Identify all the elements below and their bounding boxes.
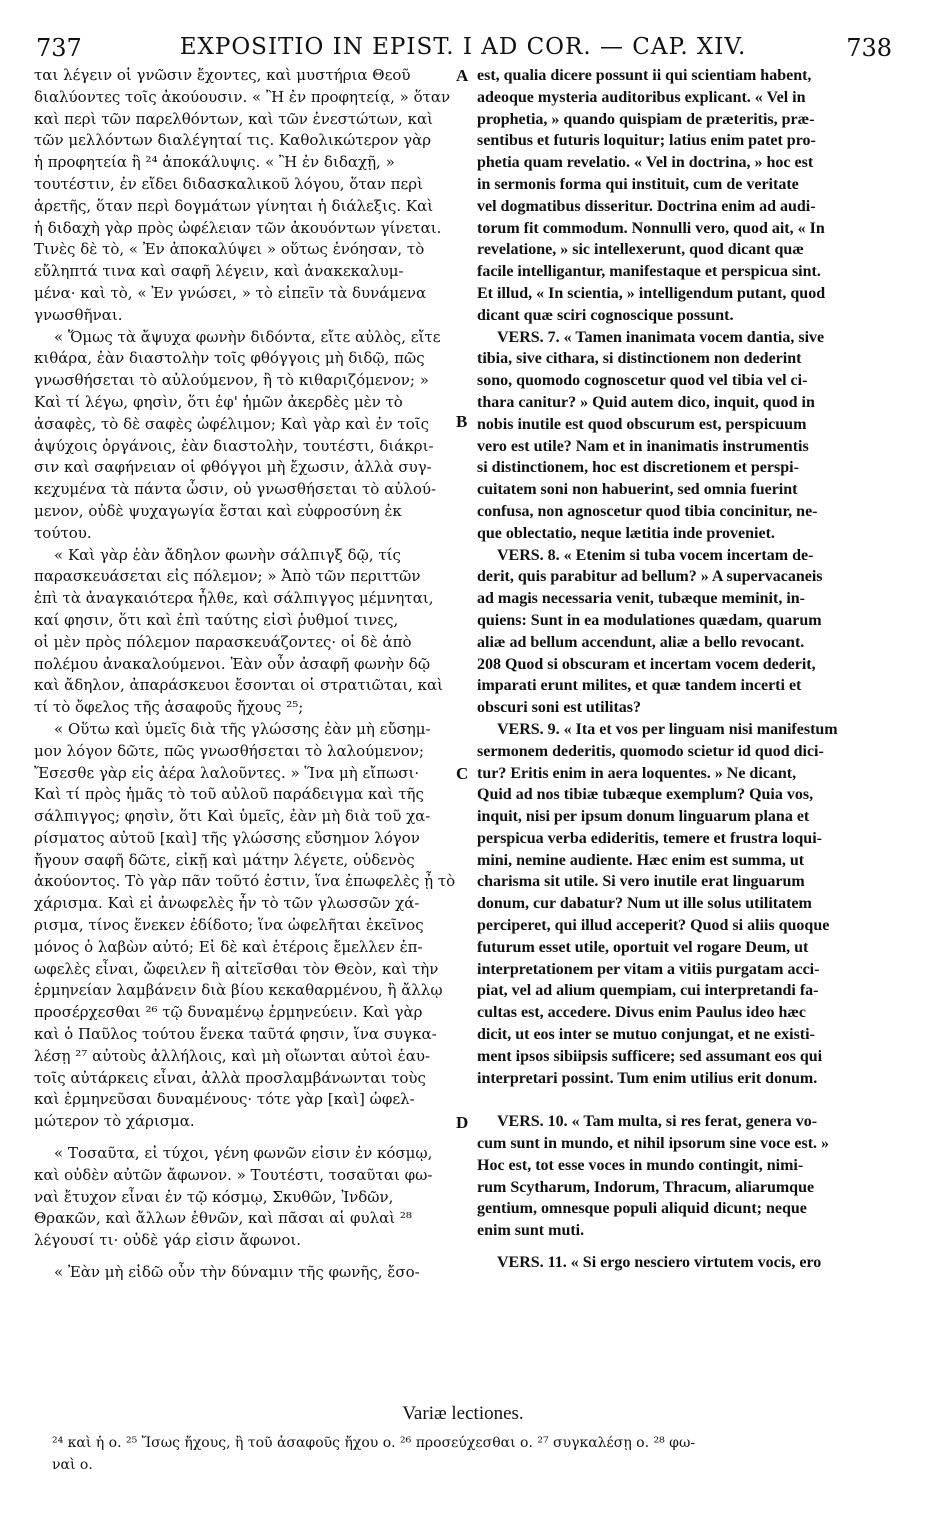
margin-letter-d: D bbox=[456, 1113, 469, 1132]
latin-line: interpretationem per vitam a vitiis purgatam acci- bbox=[477, 960, 820, 978]
greek-line: Τινὲς δὲ τὸ, « Ἐν ἀποκαλύψει » οὕτως ἐνόησαν, τὸ bbox=[34, 240, 425, 259]
greek-line: ἐπὶ τὰ ἀναγκαιότερα ἦλθε, καὶ σάλπιγγος μέμνηται, bbox=[34, 589, 434, 608]
latin-line: sermonem dederitis, quomodo scietur id quod dici- bbox=[477, 742, 824, 760]
greek-line: ἑρμηνείαν λαμβάνειν διὰ βίου κεκαθαρμένου, ἢ ἄλλῳ bbox=[34, 981, 443, 1000]
latin-line: cultas est, accedere. Divus enim Paulus ideo hæc bbox=[477, 1004, 807, 1022]
greek-line: τουτέστιν, ἐν εἴδει διδασκαλικοῦ λόγου, ὅταν περὶ bbox=[34, 174, 423, 193]
greek-line: ἀσαφὲς, τὸ δὲ σαφὲς ὠφέλιμον; Καὶ γὰρ καὶ ἐν τοῖς bbox=[34, 414, 430, 433]
greek-line: ἡ προφητεία ἢ ²⁴ ἀποκάλυψις. « Ἢ ἐν διδαχῇ, » bbox=[34, 153, 395, 172]
greek-line: « Ἐὰν μὴ εἰδῶ οὖν τὴν δύναμιν τῆς φωνῆς, ἔσο- bbox=[54, 1263, 420, 1282]
greek-line: μώτερον τὸ χάρισμα. bbox=[34, 1112, 195, 1131]
greek-line: « Ὅμως τὰ ἄψυχα φωνὴν διδόντα, εἴτε αὐλὸς, εἴτε bbox=[54, 327, 441, 346]
latin-line: torum fit commodum. Nonnulli vero, quod ait, « In bbox=[477, 219, 825, 237]
latin-line: ment ipsos sibiipsis sufficere; sed assumant eos qui bbox=[477, 1047, 823, 1065]
greek-line: λέσῃ ²⁷ αὐτοὺς ἀλλήλοις, καὶ μὴ οἴωνται αὐτοὶ ἑαυ- bbox=[34, 1046, 431, 1065]
latin-line: sentibus et futuris loquitur; latius enim patet pro- bbox=[477, 132, 816, 150]
greek-line: τοῖς αὐτάρκεις εἶναι, ἀλλὰ προσλαμβάνωνται τοὺς bbox=[34, 1068, 426, 1087]
latin-line: dicant quæ sciri cognoscique possunt. bbox=[477, 306, 734, 324]
greek-line: ἀψύχοις ὀργάνοις, ἐὰν διαστολὴν, τουτέστι, διάκρι- bbox=[34, 436, 434, 455]
latin-line: quiens: Sunt in ea modulationes quædam, quarum bbox=[477, 611, 822, 629]
greek-line: « Τοσαῦτα, εἰ τύχοι, γένη φωνῶν εἰσιν ἐν κόσμῳ, bbox=[54, 1144, 433, 1163]
latin-line: Et illud, « In scientia, » intelligendum putant, quod bbox=[477, 284, 826, 302]
greek-line: μον λόγον δῶτε, πῶς γνωσθήσεται τὸ λαλούμενον; bbox=[34, 741, 425, 760]
latin-line: confusa, non agnoscetur quod tibia concinitur, ne- bbox=[477, 502, 818, 520]
greek-line: ωφελὲς εἶναι, ὤφειλεν ἢ αἰτεῖσθαι τὸν Θεὸν, καὶ τὴν bbox=[34, 959, 439, 978]
greek-line: « Καὶ γὰρ ἐὰν ἄδηλον φωνὴν σάλπιγξ δῷ, τίς bbox=[54, 545, 401, 564]
greek-line: εὔληπτά τινα καὶ σαφῆ λέγειν, καὶ ἀνακεκαλυμ- bbox=[34, 262, 404, 281]
greek-line: καὶ ἄδηλον, ἀπαράσκευοι ἔσονται οἱ στρατιῶται, καὶ bbox=[34, 676, 444, 695]
greek-line: γνωσθῆναι. bbox=[34, 305, 123, 324]
latin-column bbox=[477, 65, 891, 1274]
greek-line: οἱ μὲν πρὸς πόλεμον παρασκευάζοντες· οἱ δὲ ἀπὸ bbox=[34, 632, 412, 651]
latin-line: tibia, sive cithara, si distinctionem non dederint bbox=[477, 350, 802, 368]
greek-line: ἀκούοντος. Τὸ γὰρ πᾶν τοῦτό ἐστιν, ἵνα ἐπωφελὲς ᾖ τὸ bbox=[34, 872, 456, 891]
margin-letter-a: A bbox=[456, 66, 469, 85]
latin-line: perciperet, qui illud acceperit? Quod si aliis quoque bbox=[477, 917, 830, 935]
greek-line: μενον, οὐδὲ ψυχαγωγία ἔσται καὶ εὐφροσύνη ἐκ bbox=[34, 501, 402, 520]
greek-line: Ἔσεσθε γὰρ εἰς ἀέρα λαλοῦντες. » Ἵνα μὴ εἴπωσι· bbox=[34, 763, 420, 782]
latin-line: interpretari possint. Tum enim utilius erit donum. bbox=[477, 1069, 818, 1087]
greek-line: καὶ οὐδὲν αὐτῶν ἄφωνον. » Τουτέστι, τοσαῦται φω- bbox=[34, 1165, 433, 1184]
greek-line: ρισμα, τίνος ἕνεκεν ἐδίδοτο; ἵνα ὠφελῆται ἐκεῖνος bbox=[34, 916, 424, 935]
greek-line: καὶ ἑρμηνεῦσαι δυναμένους· τότε γὰρ [καὶ] ὠφελ- bbox=[34, 1090, 415, 1109]
latin-line: cum sunt in mundo, et nihil ipsorum sine voce est. » bbox=[477, 1135, 830, 1153]
latin-line: VERS. 11. « Si ergo nesciero virtutem vocis, ero bbox=[497, 1254, 822, 1272]
latin-line: enim sunt muti. bbox=[477, 1222, 585, 1240]
latin-line: VERS. 10. « Tam multa, si res ferat, genera vo- bbox=[497, 1113, 818, 1131]
page-number-right: 738 bbox=[846, 34, 892, 62]
variae-lectiones-title: Variæ lectiones. bbox=[402, 1403, 524, 1424]
latin-line: adeoque mysteria auditoribus explicant. « Vel in bbox=[477, 88, 806, 106]
footnote-line: ²⁴ καὶ ἡ ο. ²⁵ Ἴσως ἤχους, ἢ τοῦ ἀσαφοῦς ἤχου ο. ²⁶ προσεύχεσθαι ο. ²⁷ συγκαλέσῃ ο. ²⁸ φω- bbox=[52, 1435, 696, 1451]
greek-line: μένα· καὶ τὸ, « Ἐν γνώσει, » τὸ εἰπεῖν τὰ δυνάμενα bbox=[34, 283, 427, 302]
greek-line: τῶν μελλόντων διαλέγηταί τις. Καθολικώτερον γὰρ bbox=[34, 131, 432, 150]
greek-line: χάρισμα. Καὶ εἰ ἀνωφελὲς ἦν τὸ τῶν γλωσσῶν χά- bbox=[34, 894, 420, 913]
latin-line: VERS. 9. « Ita et vos per linguam nisi manifestum bbox=[497, 720, 838, 738]
latin-line: vero est utile? Nam et in inanimatis instrumentis bbox=[477, 437, 809, 455]
latin-line: VERS. 8. « Etenim si tuba vocem incertam de- bbox=[497, 546, 814, 564]
greek-line: Θρακῶν, καὶ ἄλλων ἐθνῶν, καὶ πᾶσαι αἱ φυλαὶ ²⁸ bbox=[34, 1209, 412, 1228]
greek-line: κεχυμένα τὰ πάντα ὦσιν, οὐ γνωσθήσεται τὸ αὐλού- bbox=[34, 480, 437, 499]
greek-line: ρίσματος αὐτοῦ [καὶ] τῆς γλώσσης εὔσημον λόγον bbox=[34, 828, 420, 847]
greek-line: Καὶ τί πρὸς ἡμᾶς τὸ τοῦ αὐλοῦ παράδειγμα καὶ τῆς bbox=[34, 785, 424, 804]
latin-line: mini, nemine audiente. Hæc enim est summa, ut bbox=[477, 851, 805, 869]
latin-line: sono, quomodo cognoscetur quod vel tibia vel ci- bbox=[477, 372, 808, 390]
latin-line: in sermonis forma qui instituit, cum de veritate bbox=[477, 175, 799, 193]
greek-line: πολέμου ἀνακαλούμενοι. Ἐὰν οὖν ἀσαφῆ φωνὴν δῷ bbox=[34, 654, 431, 673]
greek-line: Καὶ τί λέγω, φησὶν, ὅτι ἐφ' ἡμῶν ἀκερδὲς μὲν τὸ bbox=[34, 392, 403, 411]
running-head: EXPOSITIO IN EPIST. I AD COR. — CAP. XIV. bbox=[179, 34, 747, 60]
latin-line: obscuri soni est utilitas? bbox=[477, 699, 642, 717]
footnote-line: ναὶ ο. bbox=[52, 1457, 93, 1473]
latin-line: que oblectatio, neque lætitia inde proveniet. bbox=[477, 524, 775, 542]
margin-letter-b: B bbox=[456, 412, 468, 431]
latin-line: est, qualia dicere possunt ii qui scientiam habent, bbox=[477, 67, 812, 84]
latin-line: Quid ad nos tibiæ tubæque exemplum? Quia vos, bbox=[477, 786, 814, 804]
latin-line: vel dogmatibus disseritur. Doctrina enim ad audi- bbox=[477, 197, 816, 215]
greek-line: ναὶ ἔτυχον εἶναι ἐν τῷ κόσμῳ, Σκυθῶν, Ἰνδῶν, bbox=[34, 1187, 394, 1206]
margin-letter-c: C bbox=[456, 764, 469, 783]
latin-line: donum, cur dabatur? Num ut ille solus utilitatem bbox=[477, 895, 812, 913]
latin-line: si distinctionem, hoc est discretionem et perspi- bbox=[477, 459, 799, 477]
latin-line: rum Scytharum, Indorum, Thracum, aliarumque bbox=[477, 1178, 815, 1196]
greek-line: παρασκευάσεται εἰς πόλεμον; » Ἀπὸ τῶν περιττῶν bbox=[34, 567, 421, 586]
greek-line: προσέρχεσθαι ²⁶ τῷ δυναμένῳ ἑρμηνεύειν. Καὶ γὰρ bbox=[34, 1003, 423, 1022]
latin-line: facile intelligantur, manifestaque et perspicua sint. bbox=[477, 263, 821, 281]
page-number-left: 737 bbox=[36, 34, 82, 62]
greek-line: γνωσθήσεται τὸ αὐλούμενον, ἢ τὸ κιθαριζόμενον; » bbox=[34, 371, 429, 390]
latin-line: VERS. 7. « Tamen inanimata vocem dantia, sive bbox=[497, 328, 825, 346]
latin-line: futurum esset utile, oportuit vel rogare Deum, ut bbox=[477, 938, 809, 956]
latin-line: inquit, nisi per ipsum donum linguarum plana et bbox=[477, 808, 810, 826]
latin-line: imparati erunt milites, et quæ tandem incerti et bbox=[477, 677, 802, 695]
greek-line: λέγουσί τι· οὐδὲ γάρ εἰσιν ἄφωνοι. bbox=[34, 1231, 301, 1250]
latin-line: prophetia, » quando quispiam de præteritis, præ- bbox=[477, 110, 815, 128]
latin-line: ad magis necessaria venit, tubæque meminit, in- bbox=[477, 590, 805, 608]
greek-line: ἤγουν σαφῆ δῶτε, εἰκῇ καὶ μάτην λέγετε, οὐδενὸς bbox=[34, 850, 415, 869]
greek-line: ται λέγειν οἱ γνῶσιν ἔχοντες, καὶ μυστήρια Θεοῦ bbox=[34, 66, 411, 84]
greek-line: « Οὕτω καὶ ὑμεῖς διὰ τῆς γλώσσης ἐὰν μὴ εὔσημ- bbox=[54, 719, 431, 738]
greek-line: ἡ διδαχὴ γὰρ πρὸς ὠφέλειαν τῶν ἀκουόντων γίνεται. bbox=[34, 218, 442, 237]
latin-line: tur? Eritis enim in aera loquentes. » Ne dicant, bbox=[477, 764, 797, 782]
greek-line: καὶ ὁ Παῦλος τούτου ἕνεκα ταῦτά φησιν, ἵνα συγκα- bbox=[34, 1025, 437, 1044]
latin-line: perspicua verba edideritis, temere et frustra loqui- bbox=[477, 829, 822, 847]
greek-line: μόνος ὁ λαβὼν αὐτό; Εἰ δὲ καὶ ἑτέροις ἔμελλεν ἐπ- bbox=[34, 937, 423, 956]
greek-column bbox=[34, 65, 464, 1284]
latin-line: revelatione, » sic intellexerunt, quod dicant quæ bbox=[477, 241, 804, 259]
latin-line: thara canitur? » Quid autem dico, inquit, quod in bbox=[477, 393, 815, 411]
greek-line: κιθάρα, ἐὰν διαστολὴν τοῖς φθόγγοις μὴ διδῷ, πῶς bbox=[34, 349, 425, 368]
greek-line: τούτου. bbox=[34, 523, 92, 542]
greek-line: διαλύοντες τοῖς ἀκούουσιν. « Ἢ ἐν προφητείᾳ, » ὅταν bbox=[34, 87, 451, 106]
latin-line: derit, quis parabitur ad bellum? » A supervacaneis bbox=[477, 568, 823, 586]
page-header bbox=[0, 34, 926, 64]
latin-line: aliæ ad bellum accendunt, aliæ a bello revocant. bbox=[477, 633, 805, 651]
latin-line: phetia quam revelatio. « Vel in doctrina, » hoc est bbox=[477, 154, 814, 172]
latin-line: dicit, ut eos inter se mutuo conjungat, et ne existi- bbox=[477, 1026, 815, 1044]
latin-line: 208 Quod si obscuram et incertam vocem dederit, bbox=[477, 655, 816, 673]
greek-line: σιν καὶ σαφήνειαν οἱ φθόγγοι μὴ ἔχωσιν, ἀλλὰ συγ- bbox=[34, 458, 432, 477]
footnotes bbox=[52, 1432, 892, 1476]
greek-line: σάλπιγγος; φησὶν, ὅτι Καὶ ὑμεῖς, ἐὰν μὴ διὰ τοῦ χα- bbox=[34, 807, 431, 826]
latin-line: nobis inutile est quod obscurum est, perspicuum bbox=[477, 415, 807, 433]
greek-line: ἀρετῆς, ὅταν περὶ δογμάτων γίνηται ἡ διάλεξις. Καὶ bbox=[34, 196, 434, 215]
latin-line: gentium, omnesque populi aliquid dicunt; neque bbox=[477, 1200, 807, 1218]
latin-line: cuitatem soni non habuerint, sed omnia fuerint bbox=[477, 481, 798, 499]
greek-line: καί φησιν, ὅτι καὶ ἐπὶ ταύτης εἰσὶ ῥυθμοί τινες, bbox=[34, 610, 399, 629]
latin-line: Hoc est, tot esse voces in mundo contingit, nimi- bbox=[477, 1156, 804, 1174]
greek-line: τί τὸ ὄφελος τῆς ἀσαφοῦς ἤχους ²⁵; bbox=[34, 698, 304, 717]
latin-line: charisma sit utile. Si vero inutile erat linguarum bbox=[477, 873, 805, 891]
latin-line: piat, vel ad alium quempiam, cui interpretandi fa- bbox=[477, 982, 819, 1000]
greek-line: καὶ περὶ τῶν παρελθόντων, καὶ τῶν ἐνεστώτων, καὶ bbox=[34, 109, 433, 128]
